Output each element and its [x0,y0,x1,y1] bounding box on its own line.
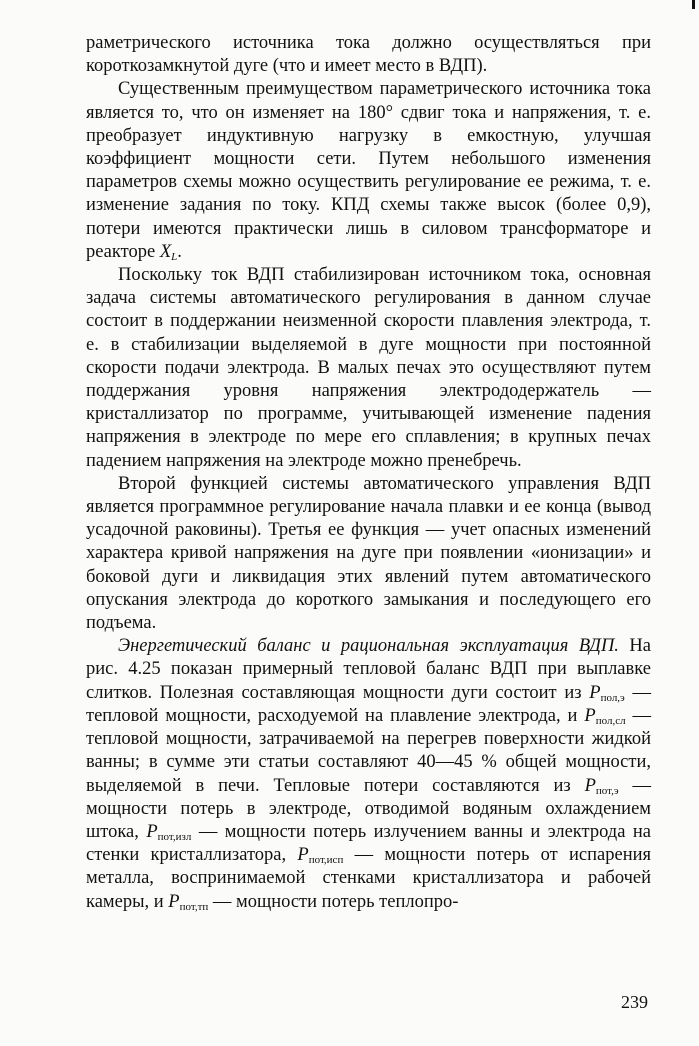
page-number: 239 [621,992,648,1012]
italic-text: P [297,845,309,866]
paragraph [86,473,651,635]
italic-text: P [584,775,596,796]
text-run: Поскольку ток ВДП стабилизирован источником тока, основная задача системы автоматического регулирования в данном случае состоит в поддержании неизменной скорости плавления электрода, т. е. в стабилизации выделяемой в дуге мощности при постоянной скорости подачи электрода. В малых печах это осуществляют путем поддержания уровня напряжения электрододержатель — кристаллизатор по программе, учитывающей изменение падения напряжения в электроде по мере его сплавления; в крупных печах падением напряжения на электроде можно пренебречь. [86,265,651,471]
page-body [86,32,651,914]
text-run: . [177,241,182,262]
italic-text: P [589,682,601,703]
text-run: — мощности потерь в электроде, отводимой водяным охлаждением штока, [86,775,652,842]
text-run: — тепловой мощности, затрачиваемой на перегрев поверхности жидкой ванны; в сумме эти статьи составляют 40—45 % общей мощности, выделяемой в печи. Тепловые потери составляются из [86,705,652,796]
italic-text: P [584,705,596,726]
italic-text: Энергетический баланс и рациональная эксплуатация ВДП. [118,636,619,657]
paragraph [86,635,651,913]
italic-text: P [168,891,180,912]
sub-text: пот,изл [157,830,192,843]
sub-text: пот,тп [179,900,209,913]
text-run: — мощности потерь излучением ванны и электрода на стенки кристаллизатора, [86,821,651,866]
sub-text: пот,исп [308,854,344,867]
paragraph [86,78,651,264]
text-run: — тепловой мощности, расходуемой на плавление электрода, и [86,682,651,726]
italic-text: P [146,821,158,842]
corner-mark [692,0,695,9]
sub-text: пол,э [600,691,625,704]
text-run: Существенным преимуществом параметрического источника тока является то, что он изменяет на 180° сдвиг тока и напряжения, т. е. преобразует индуктивную нагрузку в емкостную, улучшая коэффициент мощности сети. Путем небольшого изменения параметров схемы можно осуществить регулирование ее режима, т. е. изменение задания по току. КПД схемы также высок (более 0,9), потери имеются практически лишь в силовом трансформаторе и реакторе [86,79,651,262]
paragraph [86,32,651,78]
paragraph [86,264,651,473]
text-run: Второй функцией системы автоматического управления ВДП является программное регулирование начала плавки и ее конца (вывод усадочной раковины). Третья ее функция — учет опасных изменений характера кривой напряжения на дуге при появлении «ионизации» и боковой дуги и ликвидация этих явлений путем автоматического опускания электрода до короткого замыкания и последующего его подъема. [86,473,651,634]
text-run: — мощности потерь от испарения металла, воспринимаемой стенками кристаллизатора и рабочей камеры, и [86,845,651,912]
sub-text: пол,сл [595,714,626,727]
text-run: На рис. 4.25 показан примерный тепловой баланс ВДП при выплавке слитков. Полезная составляющая мощности дуги состоит из [86,636,651,703]
sub-text: пот,э [595,784,619,797]
text-run: раметрического источника тока должно осуществляться при короткозамкнутой дуге (что и имеет место в ВДП). [86,33,651,77]
text-run: — мощности потерь теплопро- [208,891,459,912]
italic-text: X [159,241,172,262]
sub-italic-text: L [171,250,178,263]
